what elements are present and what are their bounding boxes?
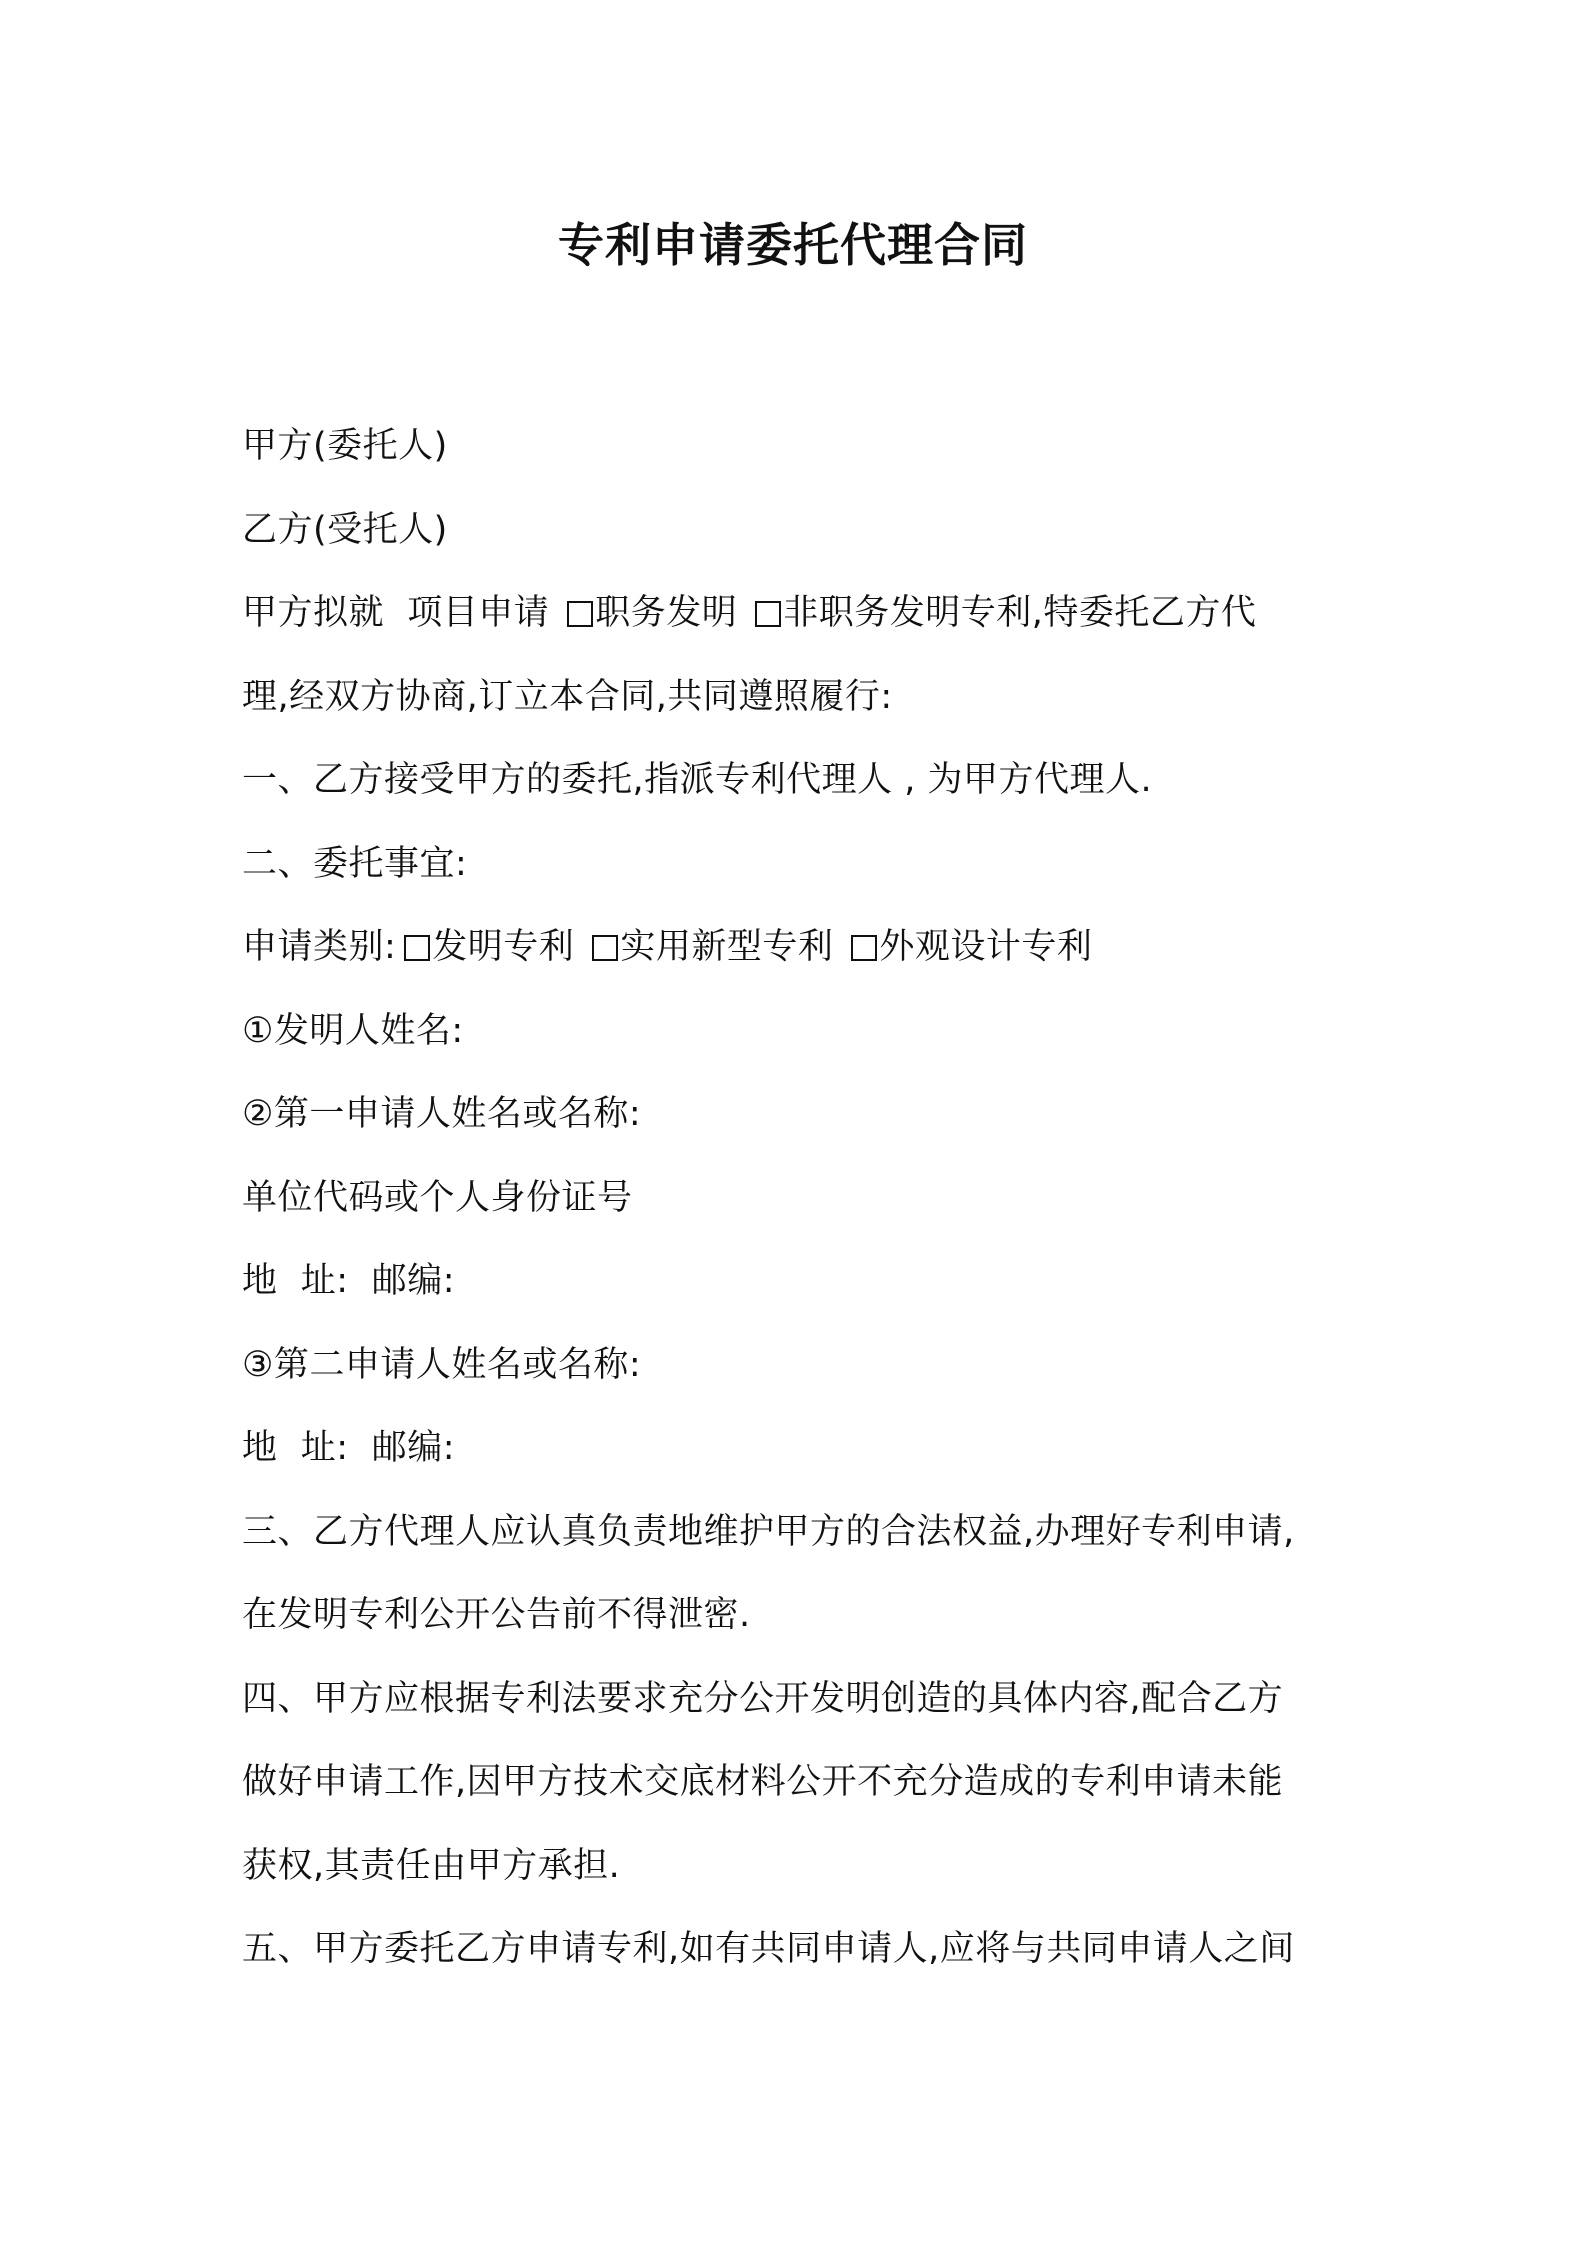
utility-model-checkbox[interactable] xyxy=(592,935,618,961)
clause-3-line-1: 三、乙方代理人应认真负责地维护甲方的合法权益,办理好专利申请, xyxy=(242,1511,1295,1552)
clause-4-line-3: 获权,其责任由甲方承担. xyxy=(242,1845,621,1886)
party-b-line: 乙方(受托人) xyxy=(242,509,448,550)
clause-2-heading: 二、委托事宜: xyxy=(242,843,468,884)
utility-model-label: 实用新型专利 xyxy=(620,927,834,967)
id-code-line: 单位代码或个人身份证号 xyxy=(242,1177,633,1218)
clause-3-line-2: 在发明专利公开公告前不得泄密. xyxy=(242,1595,751,1635)
intro-continuation: 理,经双方协商,订立本合同,共同遵照履行: xyxy=(242,676,893,717)
nonservice-invention-checkbox[interactable] xyxy=(755,601,781,627)
intro-prefix: 甲方拟就 项目申请 xyxy=(242,593,550,633)
applicant-1-line: ②第一申请人姓名或名称: xyxy=(242,1094,642,1134)
address-1-line: 地 址: 邮编: xyxy=(242,1261,456,1301)
service-invention-checkbox[interactable] xyxy=(567,601,593,627)
clause-4-line-2: 做好申请工作,因甲方技术交底材料公开不充分造成的专利申请未能 xyxy=(242,1762,1284,1802)
service-invention-label: 职务发明 xyxy=(595,593,738,633)
category-line xyxy=(242,906,1372,990)
nonservice-invention-label: 非职务发明专利,特委托乙方代 xyxy=(783,593,1257,633)
design-patent-label: 外观设计专利 xyxy=(879,927,1093,967)
clause-4-line-1: 四、甲方应根据专利法要求充分公开发明创造的具体内容,配合乙方 xyxy=(242,1678,1284,1719)
invention-patent-checkbox[interactable] xyxy=(404,935,430,961)
inventor-line: ①发明人姓名: xyxy=(242,1010,464,1051)
applicant-2-line: ③第二申请人姓名或名称: xyxy=(242,1344,642,1385)
invention-patent-label: 发明专利 xyxy=(432,927,575,967)
address-2-line: 地 址: 邮编: xyxy=(242,1428,456,1468)
party-a-line: 甲方(委托人) xyxy=(242,426,448,466)
clause-5-line-1: 五、甲方委托乙方申请专利,如有共同申请人,应将与共同申请人之间 xyxy=(242,1929,1295,1969)
document-title: 专利申请委托代理合同 xyxy=(558,218,1028,272)
document-body xyxy=(242,405,1372,1992)
clause-1: 一、乙方接受甲方的委托,指派专利代理人 , 为甲方代理人. xyxy=(242,760,1153,800)
intro-line xyxy=(242,572,1372,656)
category-label: 申请类别: xyxy=(242,927,397,967)
design-patent-checkbox[interactable] xyxy=(851,935,877,961)
